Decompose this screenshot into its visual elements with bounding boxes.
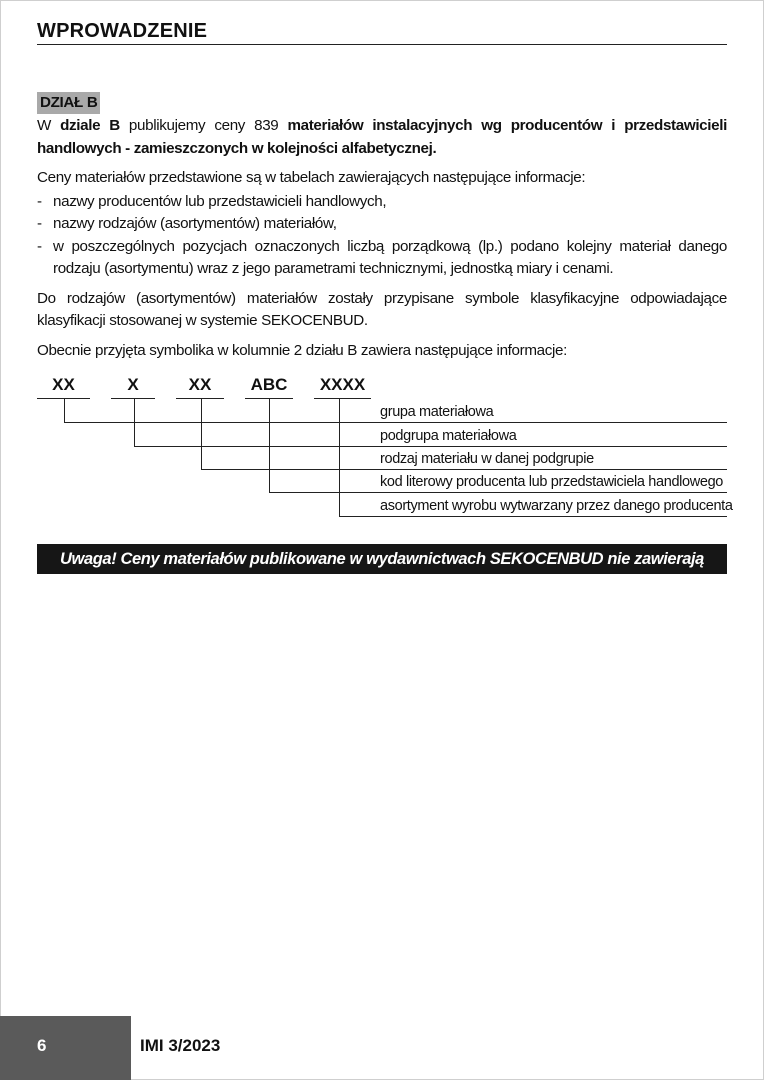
legend-subgroup: podgrupa materiałowa [380,428,517,444]
legend-assortment: asortyment wyrobu wytwarzany przez danego producenta [380,498,733,514]
intro-bold-materials: materiałów instalacyjnych wg producentów i przedstawicieli handlowych - zamieszczonych w kolejności alfabetycznej. [37,117,727,157]
symbol-code-assortment: XXXX [314,372,371,399]
tables-info-list [37,191,727,281]
intro-bold-section: dziale B [60,117,120,134]
list-item: - nazwy rodzajów (asortymentów) materiałów, [37,215,337,232]
symbol-code-type: XX [176,372,224,399]
intro-text-1: W [37,117,61,134]
symbol-code-subgroup: X [111,372,155,399]
vat-warning-banner: Uwaga! Ceny materiałów publikowane w wydawnictwach SEKOCENBUD nie zawierają podatku VAT. [37,544,727,574]
connector-line [64,399,65,422]
symbol-intro-paragraph: Obecnie przyjęta symbolika w kolumnie 2 działu B zawiera następujące informacje: [37,341,567,359]
intro-paragraph [37,115,727,160]
list-item-text: nazwy producentów lub przedstawicieli handlowych, [53,192,387,210]
symbol-diagram [37,372,733,522]
connector-line [339,399,340,516]
page-number-box [0,1016,131,1080]
connector-line [201,469,727,470]
symbol-code-group: XX [37,372,90,399]
page-title: WPROWADZENIE [37,20,727,45]
connector-line [201,399,202,469]
connector-line [64,422,727,423]
classification-paragraph: Do rodzajów (asortymentów) materiałów zostały przypisane symbole klasyfikacyjne odpowiadające klasyfikacji stosowanej w systemie SEKOCENBUD. [37,289,727,329]
symbol-code-producer: ABC [245,372,293,399]
legend-producer: kod literowy producenta lub przedstawiciela handlowego [380,474,724,490]
section-label: DZIAŁ B [37,92,100,114]
legend-group: grupa materiałowa [380,404,494,420]
legend-type: rodzaj materiału w danej podgrupie [380,451,594,467]
issue-label: IMI 3/2023 [140,1036,221,1055]
list-item-text: w poszczególnych pozycjach oznaczonych liczbą porządkową (lp.) podano kolejny materiał danego rodzaju (asortymentu) wraz z jego parametrami technicznymi, jednostką miary i cenami. [53,237,727,277]
connector-line [269,492,727,493]
list-item: - nazwy producentów lub przedstawicieli handlowych, [37,192,387,210]
tables-info-lead: Ceny materiałów przedstawione są w tabelach zawierających następujące informacje: [37,169,586,186]
page-number: 6 [37,1036,47,1055]
list-item-text: nazwy rodzajów (asortymentów) materiałów, [53,215,337,232]
main-content [37,92,727,369]
intro-text-2: publikujemy ceny 839 [119,117,288,134]
connector-line [134,446,727,447]
connector-line [339,516,727,517]
list-item: - w poszczególnych pozycjach oznaczonych liczbą porządkową (lp.) podano kolejny materiał danego rodzaju (asortymentu) wraz z jego parametrami technicznymi, jednostką miary i cenami. [37,237,727,277]
